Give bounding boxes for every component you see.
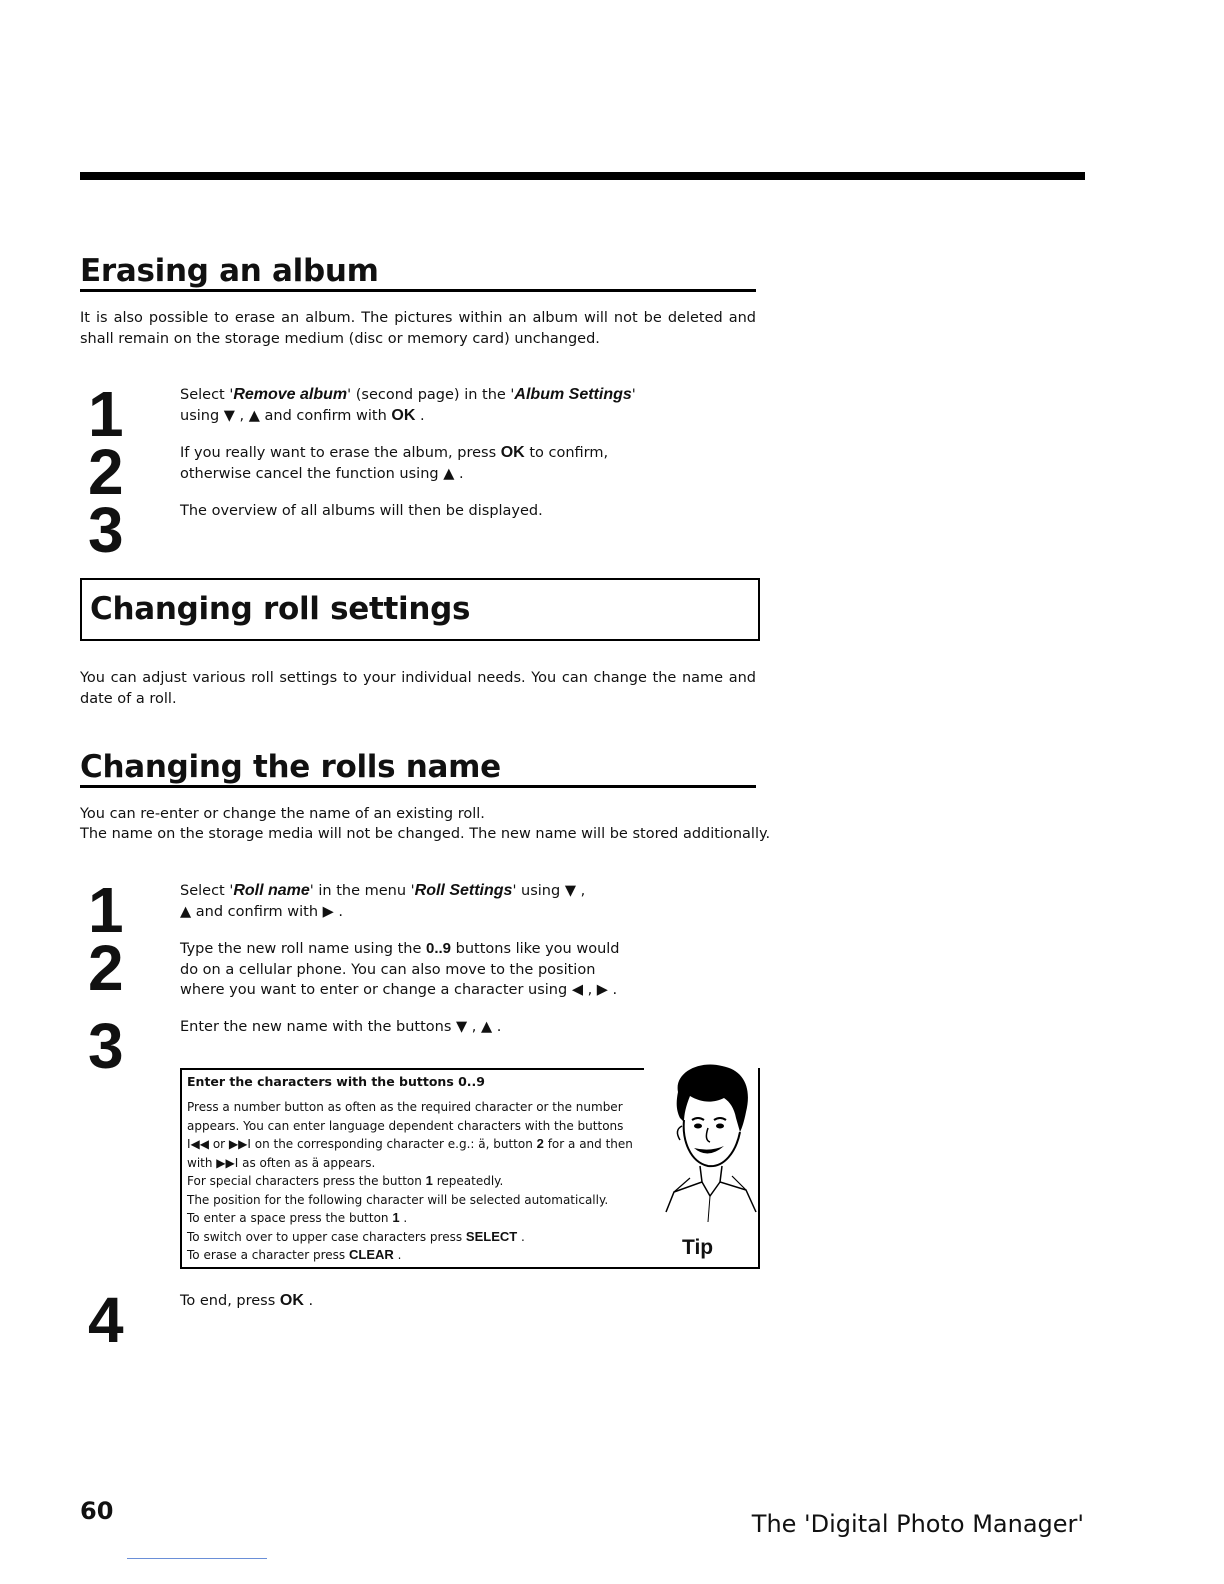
step-number-3: 3: [88, 494, 124, 566]
tip-body: Press a number button as often as the required character or the number appears. You can enter language dependent characters with the buttons I◀◀ or ▶▶I on the corresponding character e.g.: ä, button 2 for a and then with ▶▶I as often as ä appears. For special characters press the button 1 repeatedly. The position for the following character will be selected automatically. To enter a space press the button 1 . To switch over to upper case characters press SELECT . To erase a character press CLEAR .: [187, 1100, 633, 1262]
tip-box-top-rule: [182, 1068, 644, 1070]
tip-title: Enter the characters with the buttons 0..9: [187, 1074, 486, 1089]
tip-label: Tip: [682, 1236, 714, 1259]
up-arrow-icon: ▲: [248, 407, 260, 424]
section-rule: [80, 785, 756, 788]
step-number-1: 1: [88, 378, 124, 450]
footer-divider: [127, 1558, 267, 1559]
up-arrow-icon: ▲: [481, 1019, 493, 1035]
down-arrow-icon: ▼: [564, 883, 576, 899]
up-arrow-icon: ▲: [180, 903, 192, 920]
top-rule: [80, 172, 1085, 180]
step-text-1: Select 'Remove album' (second page) in the 'Album Settings' using ▼ , ▲ and confirm with OK .: [180, 386, 636, 424]
step-text-2: If you really want to erase the album, press OK to confirm, otherwise cancel the function using ▲ .: [180, 444, 609, 482]
roll-settings-paragraph: You can adjust various roll settings to your individual needs. You can change the name and date of a roll.: [80, 670, 756, 707]
chapter-title: The 'Digital Photo Manager': [751, 1510, 1084, 1538]
down-arrow-icon: ▼: [456, 1019, 468, 1035]
rolls-step-text-2: Type the new roll name using the 0..9 buttons like you would do on a cellular phone. You can also move to the position where you want to enter or change a character using ◀ , ▶ .: [180, 940, 620, 998]
page-number: 60: [80, 1497, 114, 1525]
step-number-4: 4: [88, 1284, 124, 1356]
left-arrow-icon: ◀: [571, 982, 583, 998]
rolls-name-intro-1: You can re-enter or change the name of an existing roll.: [80, 806, 485, 822]
right-arrow-icon: ▶: [322, 903, 334, 920]
step-number-2: 2: [88, 932, 124, 1004]
section-title-roll-settings: Changing roll settings: [90, 591, 471, 627]
rolls-name-intro-2: The name on the storage media will not be changed. The new name will be stored additionally.: [80, 826, 771, 842]
step-number-3: 3: [88, 1010, 124, 1082]
previous-icon: I◀◀: [187, 1137, 209, 1151]
down-arrow-icon: ▼: [223, 407, 235, 424]
right-arrow-icon: ▶: [596, 982, 608, 998]
cartoon-man-icon: [660, 1062, 760, 1232]
tip-box: [180, 1068, 760, 1269]
rolls-step-text-4: To end, press OK .: [180, 1292, 314, 1309]
section-rule: [80, 289, 756, 292]
next-icon: ▶▶I: [216, 1155, 239, 1170]
rolls-step-text-1: Select 'Roll name' in the menu 'Roll Settings' using ▼ , ▲ and confirm with ▶ .: [180, 882, 586, 920]
step-number-1: 1: [88, 874, 124, 946]
section-title-erasing-album: Erasing an album: [80, 253, 379, 289]
section-title-rolls-name: Changing the rolls name: [80, 749, 501, 785]
intro-paragraph: It is also possible to erase an album. The pictures within an album will not be deleted and shall remain on the storage medium (disc or memory card) unchanged.: [80, 310, 756, 347]
rolls-step-text-3: Enter the new name with the buttons ▼ , ▲ .: [180, 1019, 502, 1035]
up-arrow-icon: ▲: [443, 465, 455, 482]
step-number-2: 2: [88, 436, 124, 508]
section-box-roll-settings: [80, 578, 760, 641]
next-icon: ▶▶I: [228, 1137, 251, 1151]
step-text-3: The overview of all albums will then be displayed.: [180, 503, 543, 519]
